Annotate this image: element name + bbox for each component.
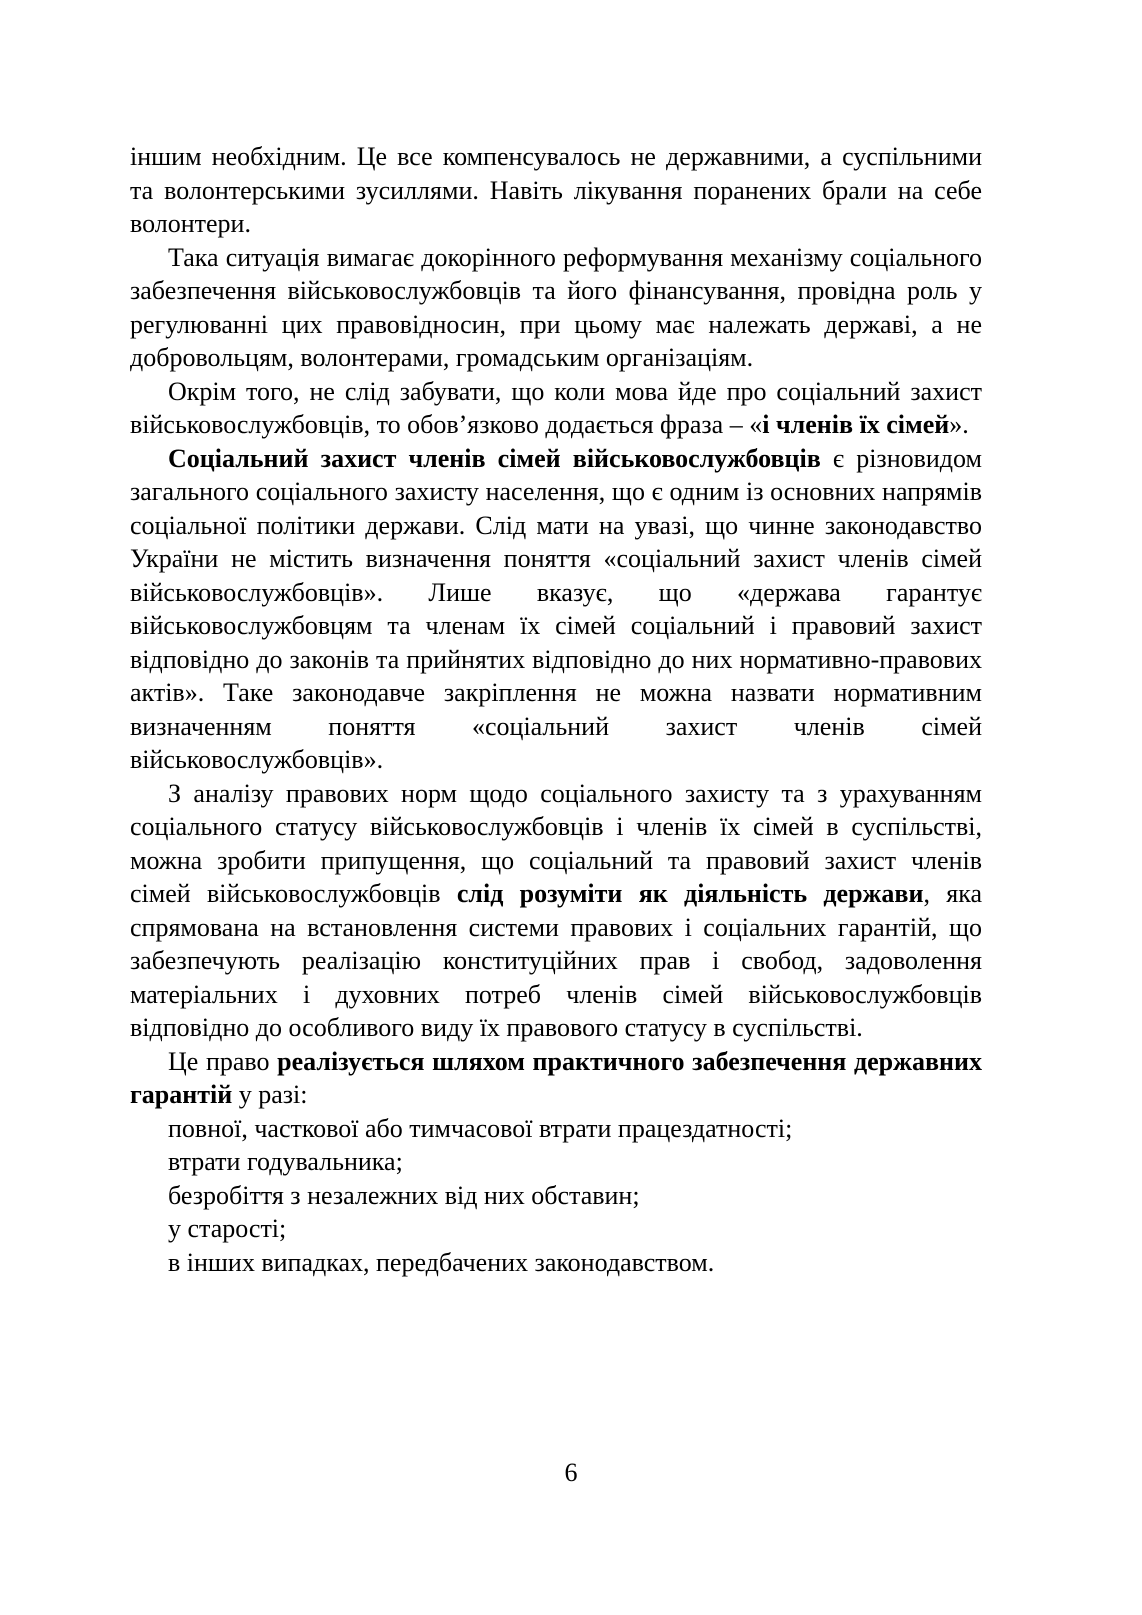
bold-phrase: слід розуміти як діяльність держави — [456, 879, 924, 908]
paragraph-text: є різновидом загального соціального захисту населення, що є одним із основних напрямів соціальної політики держави. Слід мати на увазі, що чинне законодавство України не містить визначення поняття «соціальний захист членів сімей військовослужбовців». Лише вказує, що «держава гарантує військовослужбовцям та членам їх сімей соціальний і правовий захист відповідно до законів та прийнятих відповідно до них нормативно-правових актів». Таке законодавче закріплення не можна назвати нормативним визначенням поняття «соціальний захист членів сімей військовослужбовців». — [130, 443, 982, 774]
paragraph-text: ». — [949, 410, 969, 439]
bold-phrase: і членів їх сімей — [762, 410, 950, 439]
list-item: повної, часткової або тимчасової втрати працездатності; — [168, 1113, 793, 1143]
paragraph-text: Окрім того, не слід забувати, що коли мова йде про соціальний захист військовослужбовців, то обов’язково додається фраза – « — [130, 376, 982, 439]
page-number: 6 — [564, 1458, 578, 1487]
paragraph-text: З аналізу правових норм щодо соціального захисту та з урахуванням соціального статусу військовослужбовців і членів їх сімей в суспільстві, можна зробити припущення, що соціальний та правовий захист членів сімей військовослужбовців — [130, 778, 982, 908]
paragraph-text: у разі: — [232, 1080, 308, 1109]
paragraph-text: іншим необхідним. Це все компенсувалось не державними, а суспільними та волонтерськими зусиллями. Навіть лікування поранених брали на себе волонтери. — [130, 142, 982, 238]
paragraph-analysis — [130, 777, 982, 1045]
list-item: безробіття з незалежних від них обставин; — [168, 1180, 640, 1210]
paragraph-continuation — [130, 140, 982, 241]
paragraph-text: Така ситуація вимагає докорінного реформування механізму соціального забезпечення військовослужбовців та його фінансування, провідна роль у регулюванні цих правовідносин, при цьому має належать державі, а не добровольцям, волонтерами, громадським організаціям. — [130, 242, 982, 372]
list-item: втрати годувальника; — [168, 1147, 403, 1176]
bold-term: Соціальний захист членів сімей військовослужбовців — [168, 443, 821, 473]
paragraph-reform — [130, 241, 982, 375]
page-body — [130, 140, 982, 1279]
list-item: у старості; — [168, 1214, 287, 1243]
list-item: в інших випадках, передбачених законодавством. — [168, 1247, 715, 1277]
bold-phrase: реалізується шляхом практичного забезпечення державних гарантій — [130, 1046, 982, 1109]
paragraph-guarantees — [130, 1045, 982, 1112]
paragraph-family-phrase — [130, 375, 982, 442]
paragraph-text: Це право — [168, 1046, 278, 1076]
paragraph-social-protection — [130, 442, 982, 777]
paragraph-text: , яка спрямована на встановлення системи правових і соціальних гарантій, що забезпечують реалізацію конституційних прав і свобод, задоволення матеріальних і духовних потреб членів сімей військовослужбовців відповідно до особливого виду їх правового статусу в суспільстві. — [130, 879, 982, 1042]
